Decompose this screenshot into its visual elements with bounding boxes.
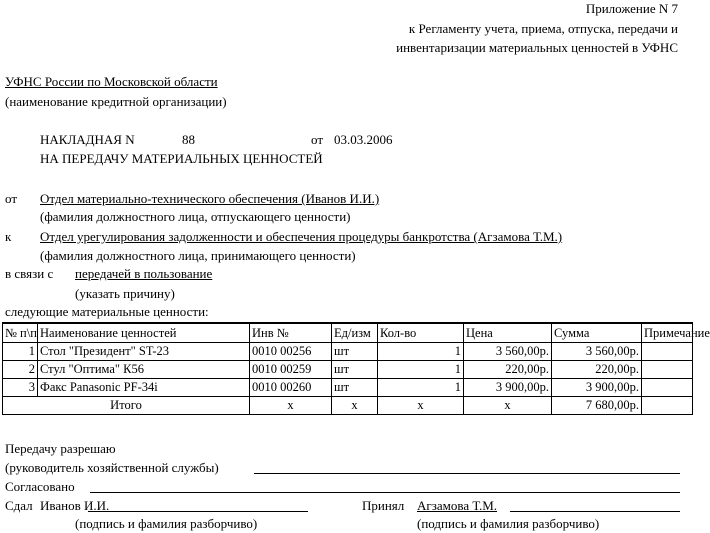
total-price: x — [464, 397, 552, 415]
row-inv: 0010 00256 — [250, 343, 332, 361]
to-label: к — [5, 229, 12, 244]
row-qty: 1 — [378, 343, 464, 361]
row-price: 3 900,00р. — [464, 379, 552, 397]
from-value: Отдел материально-технического обеспечения (Иванов И.И.) — [40, 191, 380, 206]
handed-name: Иванов И.И. — [40, 498, 110, 513]
agreed-signature-line — [90, 492, 680, 493]
handed-signature-line — [88, 511, 308, 512]
row-unit: шт — [332, 361, 378, 379]
handed-label: Сдал — [5, 498, 33, 513]
row-number: 1 — [3, 343, 38, 361]
permit-caption: (руководитель хозяйственной службы) — [5, 460, 219, 475]
appendix-header — [396, 2, 678, 54]
header-cell: Примечание — [642, 323, 693, 343]
sign-caption-right: (подпись и фамилия разборчиво) — [417, 516, 600, 531]
accepted-signature-line — [510, 511, 680, 512]
row-name: Стул "Оптима" К56 — [38, 361, 250, 379]
invoice-date-label: от — [311, 132, 324, 147]
table-header-row — [3, 323, 693, 343]
invoice-label: НАКЛАДНАЯ N — [40, 132, 135, 147]
accepted-label: Принял — [362, 498, 405, 513]
from-caption: (фамилия должностного лица, отпускающего ценности) — [40, 209, 351, 224]
header-cell: Ед/изм — [332, 323, 378, 343]
permit-text: Передачу разрешаю — [5, 441, 116, 456]
total-note — [642, 397, 693, 415]
header-cell: Наименование ценностей — [38, 323, 250, 343]
invoice-subtitle: НА ПЕРЕДАЧУ МАТЕРИАЛЬНЫХ ЦЕННОСТЕЙ — [40, 151, 323, 166]
header-cell: № п\п — [3, 323, 38, 343]
row-sum: 220,00р. — [552, 361, 642, 379]
reason-label: в связи с — [5, 266, 54, 281]
reason-value: передачей в пользование — [75, 266, 213, 281]
total-unit: x — [332, 397, 378, 415]
appendix-line-1: Приложение N 7 — [585, 1, 678, 16]
row-number: 3 — [3, 379, 38, 397]
total-label: Итого — [3, 397, 250, 415]
header-cell: Кол-во — [378, 323, 464, 343]
row-inv: 0010 00260 — [250, 379, 332, 397]
permit-signature-line — [254, 473, 680, 474]
accepted-name: Агзамова Т.М. — [417, 498, 498, 513]
row-inv: 0010 00259 — [250, 361, 332, 379]
org-caption: (наименование кредитной организации) — [5, 94, 227, 109]
row-sum: 3 560,00р. — [552, 343, 642, 361]
to-caption: (фамилия должностного лица, принимающего ценности) — [40, 248, 356, 263]
invoice-date: 03.03.2006 — [334, 132, 393, 147]
table-row — [3, 343, 693, 361]
row-name: Факс Panasonic PF-34i — [38, 379, 250, 397]
row-note — [642, 379, 693, 397]
row-qty: 1 — [378, 361, 464, 379]
table-row — [3, 361, 693, 379]
header-cell: Цена — [464, 323, 552, 343]
reason-caption: (указать причину) — [75, 286, 175, 301]
header-cell: Сумма — [552, 323, 642, 343]
invoice-number: 88 — [182, 132, 195, 147]
row-name: Стол "Президент" ST-23 — [38, 343, 250, 361]
row-unit: шт — [332, 379, 378, 397]
total-sum-value: 7 680,00р. — [585, 398, 639, 413]
row-unit: шт — [332, 343, 378, 361]
row-note — [642, 361, 693, 379]
row-qty: 1 — [378, 379, 464, 397]
total-qty: x — [378, 397, 464, 415]
row-price: 3 560,00р. — [464, 343, 552, 361]
org-name: УФНС России по Московской области — [5, 74, 218, 89]
row-sum: 3 900,00р. — [552, 379, 642, 397]
items-table — [2, 322, 710, 415]
agreed-text: Согласовано — [5, 479, 75, 494]
header-cell: Инв № — [250, 323, 332, 343]
total-sum — [552, 397, 642, 415]
items-intro: следующие материальные ценности: — [5, 304, 209, 319]
from-label: от — [5, 191, 18, 206]
row-note — [642, 343, 693, 361]
sign-caption-left: (подпись и фамилия разборчиво) — [75, 516, 258, 531]
appendix-line-3: инвентаризации материальных ценностей в УФНС — [396, 40, 678, 55]
table-row — [3, 379, 693, 397]
row-price: 220,00р. — [464, 361, 552, 379]
table-total-row — [3, 397, 693, 415]
to-value: Отдел урегулирования задолженности и обеспечения процедуры банкротства (Агзамова Т.М.) — [40, 229, 563, 244]
row-number: 2 — [3, 361, 38, 379]
appendix-line-2: к Регламенту учета, приема, отпуска, передачи и — [408, 21, 678, 36]
total-inv: x — [250, 397, 332, 415]
